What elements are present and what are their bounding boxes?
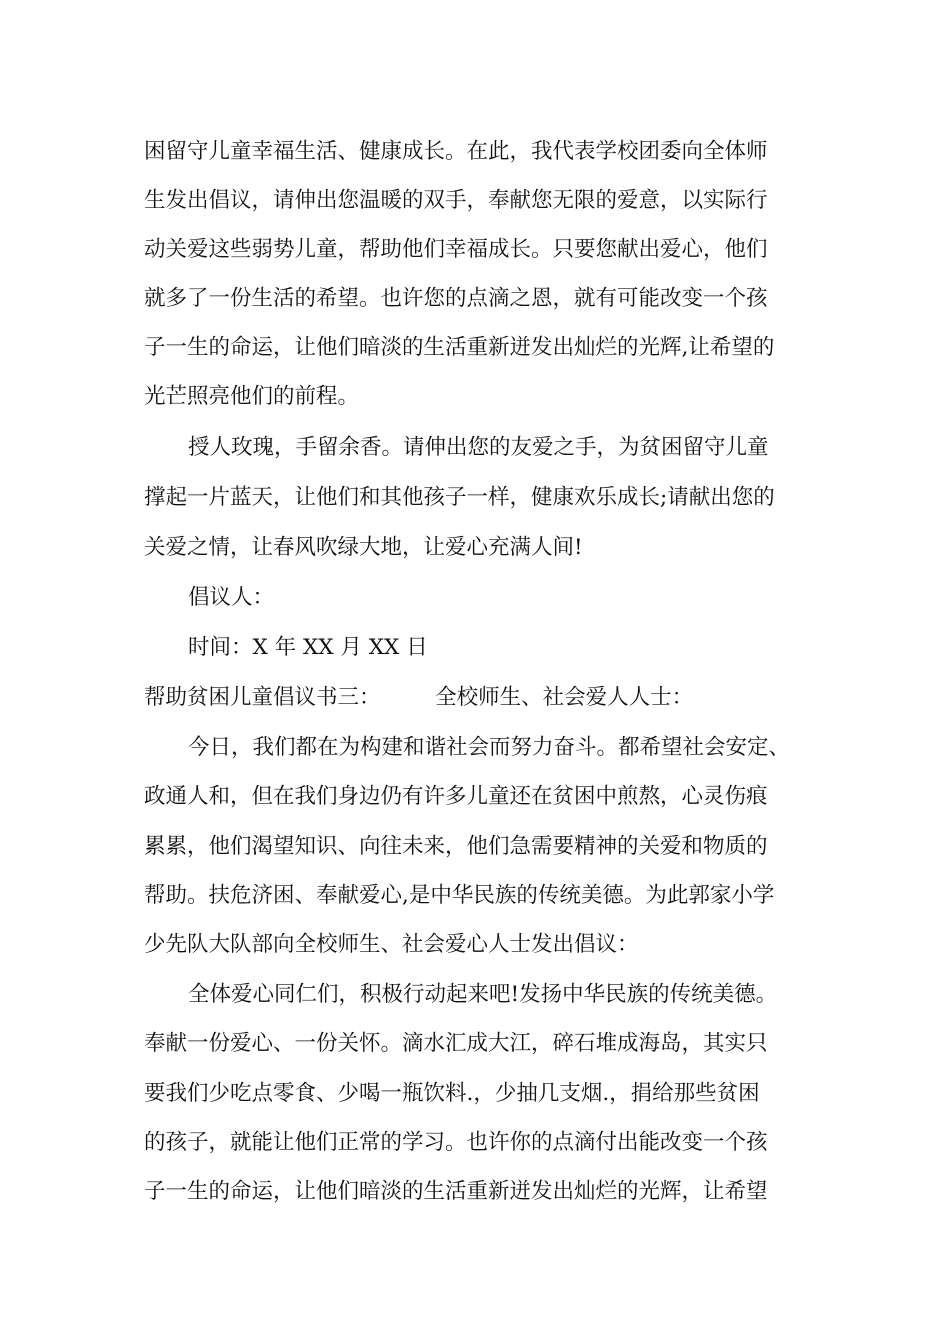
text-line: 累累，他们渴望知识、向往未来，他们急需要精神的关爱和物质的 (144, 834, 768, 859)
text-line: 的孩子，就能让他们正常的学习。也许你的点滴付出能改变一个孩 (144, 1130, 768, 1155)
proposer-line: 倡议人： (188, 585, 275, 610)
paragraph-first-line: 授人玫瑰，手留余香。请伸出您的友爱之手，为贫困留守儿童 (188, 435, 769, 460)
text-line: 光芒照亮他们的前程。 (144, 384, 360, 409)
paragraph-first-line: 全体爱心同仁们，积极行动起来吧!发扬中华民族的传统美德。 (188, 982, 778, 1007)
text-line: 奉献一份爱心、一份关怀。滴水汇成大江，碎石堆成海岛，其实只 (144, 1031, 768, 1056)
date-line: 时间：X 年 XX 月 XX 日 (188, 635, 428, 660)
text-line: 政通人和，但在我们身边仍有许多儿童还在贫困中煎熬，心灵伤痕 (144, 784, 768, 809)
text-line: 就多了一份生活的希望。也许您的点滴之恩，就有可能改变一个孩 (144, 286, 768, 311)
text-line: 撑起一片蓝天，让他们和其他孩子一样，健康欢乐成长;请献出您的 (144, 485, 775, 510)
text-line: 帮助。扶危济困、奉献爱心,是中华民族的传统美德。为此郭家小学 (144, 883, 775, 908)
text-line: 少先队大队部向全校师生、社会爱心人士发出倡议： (144, 932, 639, 957)
paragraph-first-line: 今日，我们都在为构建和谐社会而努力奋斗。都希望社会安定、 (188, 735, 791, 760)
text-line: 要我们少吃点零食、少喝一瓶饮料.，少抽几支烟.，捐给那些贫困 (144, 1081, 760, 1106)
text-line: 子一生的命运，让他们暗淡的生活重新迸发出灿烂的光辉,让希望的 (144, 335, 775, 360)
text-line: 动关爱这些弱势儿童，帮助他们幸福成长。只要您献出爱心，他们 (144, 237, 768, 262)
text-line: 生发出倡议，请伸出您温暖的双手，奉献您无限的爱意，以实际行 (144, 188, 768, 213)
section-heading: 帮助贫困儿童倡议书三： 全校师生、社会爱人人士： (144, 685, 694, 710)
text-line: 关爱之情，让春风吹绿大地，让爱心充满人间! (144, 535, 583, 560)
text-line: 子一生的命运，让他们暗淡的生活重新迸发出灿烂的光辉，让希望 (144, 1179, 768, 1204)
text-line: 困留守儿童幸福生活、健康成长。在此，我代表学校团委向全体师 (144, 139, 768, 164)
